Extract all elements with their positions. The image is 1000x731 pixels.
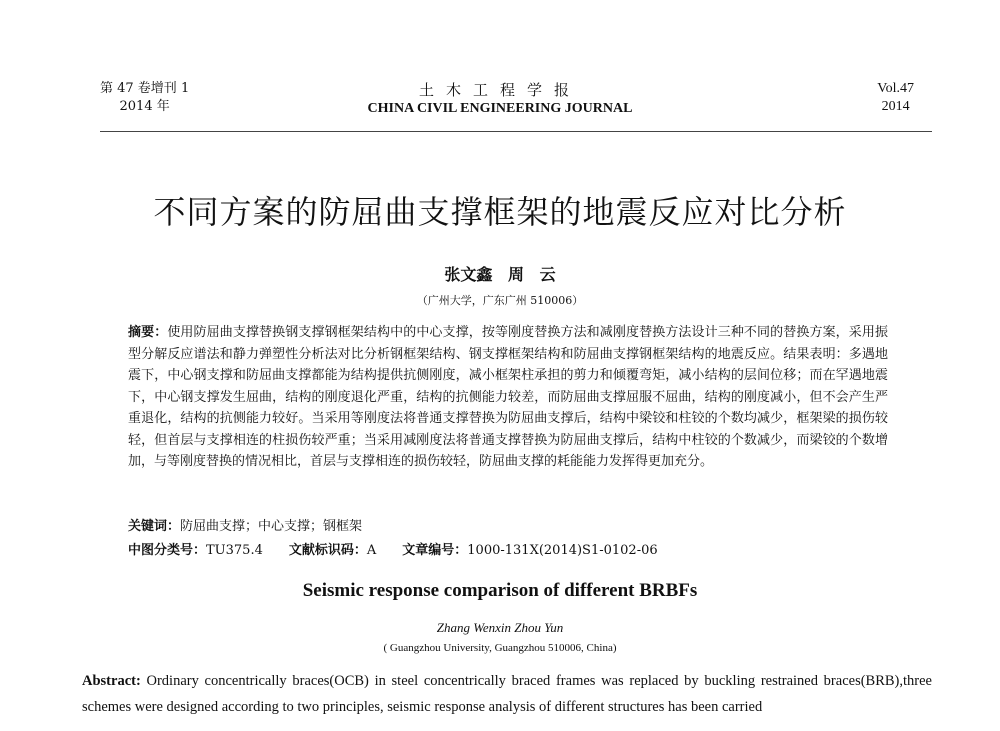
authors-en: Zhang Wenxin Zhou Yun [436,620,564,635]
header-center [0,80,1000,118]
affiliation-cn: （广州大学，广东广州 510006） [416,294,584,307]
article-number-label: 文章编号： [402,543,468,558]
authors-cn: 张文鑫 周 云 [444,265,556,284]
abstract-cn-text: 使用防屈曲支撑替换钢支撑钢框架结构中的中心支撑，按等刚度替换方法和减刚度替换方法设计三种不同的替换方案，采用振型分解反应谱法和静力弹塑性分析法对比分析钢框架结构、钢支撑框架结构和防屈曲支撑钢框架结构的地震反应。结果表明：多遇地震下，中心钢支撑和防屈曲支撑都能为结构提供抗侧刚度，减小框架柱承担的剪力和倾覆弯矩，减小结构的层间位移；而在罕遇地震下，中心钢支撑发生屈曲，结构的刚度退化严重，结构的抗侧能力较差，而防屈曲支撑屈服不屈曲，结构的刚度减小，但不会产生严重退化，结构的抗侧能力较好。当采用等刚度法将普通支撑替换为防屈曲支撑后，结构中梁铰和柱铰的个数均减少，框架梁的损伤较轻，但首层与支撑相连的柱损伤较严重；当采用减刚度法将普通支撑替换为防屈曲支撑后，结构中柱铰的个数减少，而梁铰的个数增加，与等刚度替换的情况相比，首层与支撑相连的损伤较轻，防屈曲支撑的耗能能力发挥得更加充分。 [128,325,888,469]
doc-code-value: A [366,543,377,558]
journal-name-cn: 土木工程学报 [418,81,581,99]
header-rule [100,131,932,132]
journal-name-en: CHINA CIVIL ENGINEERING JOURNAL [367,101,633,116]
abstract-cn [128,322,888,473]
keywords-cn [128,517,888,537]
abstract-en: Abstract: Ordinary concentrically braces(OCB) in steel concentrically braced frames was replaced by buckling restrained braces(BRB),three schemes were designed according to two principles, seismic response analysis of different structures has been carried [82,673,932,715]
keywords-cn-label: 关键词： [128,519,181,534]
journal-header [0,80,1000,130]
clc-value: TU375.4 [206,543,263,558]
header-right [877,80,914,116]
year-cn: 2014 年 [119,99,170,114]
classification-line [128,541,888,561]
abstract-cn-label: 摘要： [128,325,168,340]
clc-label: 中图分类号： [128,543,207,558]
year-en: 2014 [881,99,910,114]
affiliation-en: ( Guangzhou University, Guangzhou 510006, China) [383,642,617,654]
abstract-en-text: Ordinary concentrically braces(OCB) in steel concentrically braced frames was replaced by buckling restrained braces(BRB),three schemes were designed according to two principles, seismic response analysis of different structures has been carried [82,673,932,715]
volume-en: Vol.47 [877,81,914,96]
paper-title-en: Seismic response comparison of different BRBFs [302,580,698,601]
article-number-value: 1000-131X(2014)S1-0102-06 [467,543,658,558]
keywords-cn-text: 防屈曲支撑；中心支撑；钢框架 [180,519,363,534]
volume-cn: 第 47 卷增刊 1 [100,81,190,96]
abstract-en-label: Abstract [82,673,136,689]
paper-title-cn: 不同方案的防屈曲支撑框架的地震反应对比分析 [153,193,847,231]
doc-code-label: 文献标识码： [288,543,367,558]
